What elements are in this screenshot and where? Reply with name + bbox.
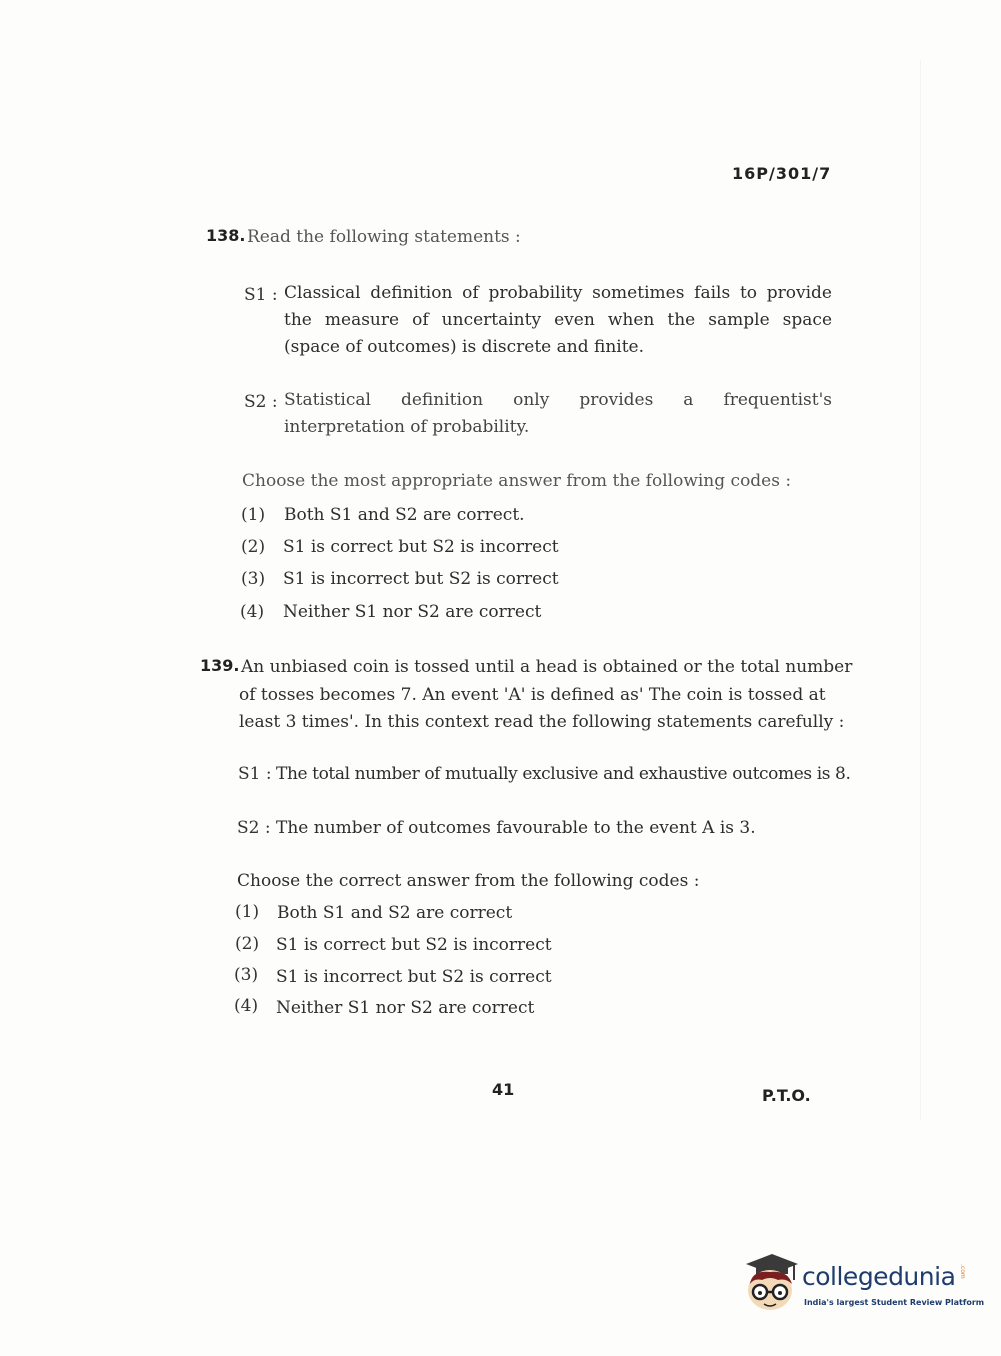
mascot-icon [742,1250,798,1316]
option-text: S1 is incorrect but S2 is correct [276,967,552,987]
choose-instruction: Choose the most appropriate answer from the following codes : [242,471,792,491]
option-number: (1) [241,505,266,525]
statement-label: S2 : [244,392,278,412]
question-number: 139. [200,656,240,675]
option-number: (4) [234,996,259,1016]
question-intro: Read the following statements : [247,227,521,247]
paper-code: 16P/301/7 [732,164,832,183]
option-text: Neither S1 nor S2 are correct [283,602,542,622]
option-text: Both S1 and S2 are correct [277,903,513,923]
option-text: S1 is correct but S2 is incorrect [283,537,559,557]
option-text: Neither S1 nor S2 are correct [276,998,535,1018]
question-intro-line: of tosses becomes 7. An event 'A' is defined as' The coin is tossed at [239,685,826,705]
logo-tld: .com [959,1264,966,1279]
statement-label: S1 : [238,764,272,784]
page-number: 41 [492,1080,515,1099]
statement-text: Statistical definition only provides a frequentist's interpretation of probability. [284,390,832,437]
question-intro-line: least 3 times'. In this context read the following statements carefully : [239,712,845,732]
question-number: 138. [206,226,246,245]
option-number: (1) [235,902,260,922]
option-text: S1 is correct but S2 is incorrect [276,935,552,955]
option-number: (3) [234,965,259,985]
option-text: Both S1 and S2 are correct. [284,505,525,525]
scan-edge-line [920,60,921,1120]
statement-label: S1 : [244,285,278,305]
statement-text: The total number of mutually exclusive and exhaustive outcomes is 8. [276,764,851,784]
statement-text: The number of outcomes favourable to the event A is 3. [276,818,756,838]
statement-label: S2 : [237,818,271,838]
logo-brand-name: collegedunia [802,1262,956,1291]
option-number: (2) [241,537,266,557]
logo-tagline: India's largest Student Review Platform [804,1298,985,1307]
option-text: S1 is incorrect but S2 is correct [283,569,559,589]
option-number: (4) [240,602,265,622]
pto-label: P.T.O. [762,1086,811,1105]
question-intro-line: An unbiased coin is tossed until a head is obtained or the total number [241,657,853,677]
collegedunia-logo [742,1250,985,1316]
choose-instruction: Choose the correct answer from the following codes : [237,871,700,891]
statement-text: Classical definition of probability sometimes fails to provide the measure of uncertainty even when the sample space (space of outcomes) is discrete and finite. [284,283,832,357]
option-number: (2) [235,934,260,954]
option-number: (3) [241,569,266,589]
